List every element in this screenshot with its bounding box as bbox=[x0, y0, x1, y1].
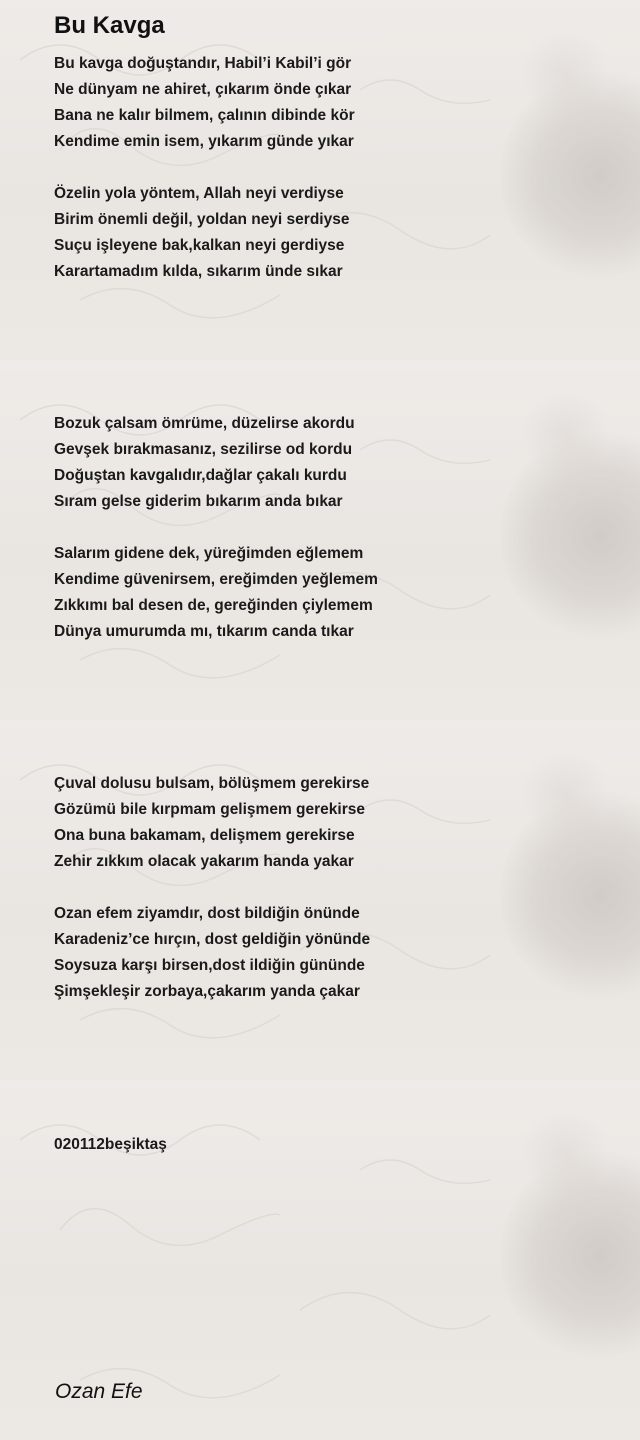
poem-line: Kendime güvenirsem, ereğimden yeğlemem bbox=[54, 571, 378, 588]
stanza bbox=[54, 51, 355, 155]
poem-line: Kendime emin isem, yıkarım günde yıkar bbox=[54, 133, 354, 150]
poem-line: Bana ne kalır bilmem, çalının dibinde kör bbox=[54, 107, 355, 124]
poem-line: Çuval dolusu bulsam, bölüşmem gerekirse bbox=[54, 775, 370, 792]
poem-title: Bu Kavga bbox=[54, 12, 165, 39]
poem-line: Ne dünyam ne ahiret, çıkarım önde çıkar bbox=[54, 81, 352, 98]
poem-line: Doğuştan kavgalıdır,dağlar çakalı kurdu bbox=[54, 467, 347, 484]
author-name: Ozan Efe bbox=[55, 1380, 143, 1403]
poem-line: Zehir zıkkım olacak yakarım handa yakar bbox=[54, 853, 354, 870]
poem-line: Ozan efem ziyamdır, dost bildiğin önünde bbox=[54, 905, 360, 922]
poem-line: Dünya umurumda mı, tıkarım canda tıkar bbox=[54, 623, 354, 640]
poem-line: Özelin yola yöntem, Allah neyi verdiyse bbox=[54, 185, 344, 202]
poem-line: Salarım gidene dek, yüreğimden eğlemem bbox=[54, 545, 364, 562]
stanza bbox=[54, 771, 369, 875]
poem-line: Sıram gelse giderim bıkarım anda bıkar bbox=[54, 493, 343, 510]
poem-line: Soysuza karşı birsen,dost ildiğin gününde bbox=[54, 957, 365, 974]
poem-line: Gözümü bile kırpmam gelişmem gerekirse bbox=[54, 801, 365, 818]
poem-line: Zıkkımı bal desen de, gereğinden çiylemem bbox=[54, 597, 373, 614]
poem-line: Şimşekleşir zorbaya,çakarım yanda çakar bbox=[54, 983, 360, 1000]
poem-line: Suçu işleyene bak,kalkan neyi gerdiyse bbox=[54, 237, 345, 254]
stanza bbox=[54, 411, 355, 515]
poem-line: Bozuk çalsam ömrüme, düzelirse akordu bbox=[54, 415, 355, 432]
poem-line: Karadeniz’ce hırçın, dost geldiğin yönünde bbox=[54, 931, 371, 948]
poem-line: Gevşek bırakmasanız, sezilirse od kordu bbox=[54, 441, 353, 458]
poem-date-place: 020112beşiktaş bbox=[54, 1136, 167, 1153]
poem-line: Ona buna bakamam, delişmem gerekirse bbox=[54, 827, 355, 844]
stanza bbox=[54, 181, 349, 285]
poem-line: Bu kavga doğuştandır, Habil’i Kabil’i gör bbox=[54, 55, 352, 72]
poem-line: Karartamadım kılda, sıkarım ünde sıkar bbox=[54, 263, 343, 280]
stanza bbox=[54, 901, 370, 1005]
poem-line: Birim önemli değil, yoldan neyi serdiyse bbox=[54, 211, 350, 228]
stanza bbox=[54, 541, 378, 645]
